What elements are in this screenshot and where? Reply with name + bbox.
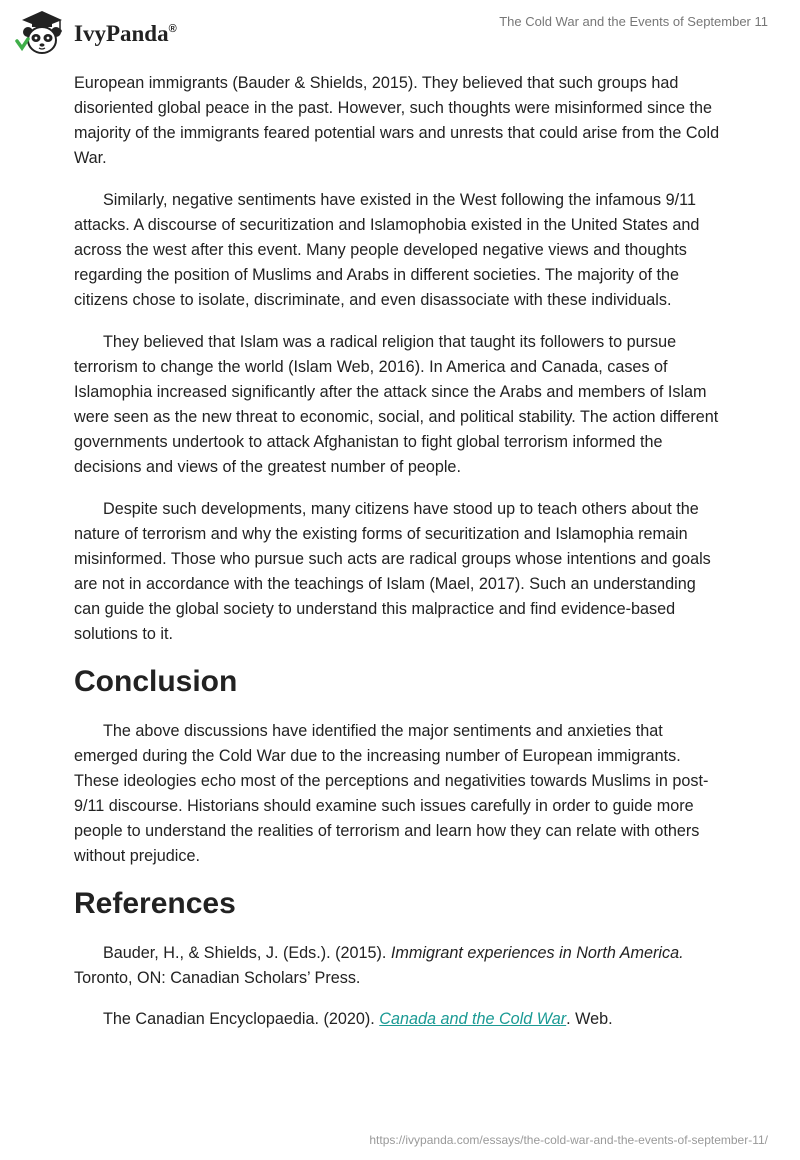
- brand-name: IvyPanda®: [74, 21, 177, 46]
- reference-entry: The Canadian Encyclopaedia. (2020). Canada and the Cold War. Web.: [103, 1010, 613, 1028]
- source-url: https://ivypanda.com/essays/the-cold-war-and-the-events-of-september-11/: [369, 1133, 768, 1147]
- essay-body: [74, 71, 724, 1048]
- paragraph: Similarly, negative sentiments have existed in the West following the infamous 9/11 attacks. A discourse of securitization and Islamophobia existed in the United States and across the west after this event. Many people developed negative views and thoughts regarding the position of Muslims and Arabs in different societies. The majority of the citizens chose to isolate, discriminate, and even disassociate with these individuals.: [74, 191, 700, 309]
- ivypanda-logo[interactable]: [14, 8, 177, 56]
- paragraph: They believed that Islam was a radical religion that taught its followers to pursue terrorism to change the world (Islam Web, 2016). In America and Canada, cases of Islamophia increased significantly after the attack since the Arabs and members of Islam were seen as the new threat to economic, social, and political stability. The action different governments undertook to attack Afghanistan to fight global terrorism informed the decisions and views of the greatest number of people.: [74, 333, 719, 476]
- conclusion-heading: Conclusion: [74, 665, 238, 698]
- page-header: [0, 0, 800, 64]
- conclusion-paragraph: The above discussions have identified the major sentiments and anxieties that emerged during the Cold War due to the increasing number of European immigrants. These ideologies echo most of the perceptions and negativities towards Muslims in post-9/11 discourse. Historians should examine such issues carefully in order to guide more people to understand the realities of terrorism and learn how they can relate with others without prejudice.: [74, 722, 709, 865]
- paragraph: European immigrants (Bauder & Shields, 2015). They believed that such groups had disoriented global peace in the past. However, such thoughts were misinformed since the majority of the immigrants feared potential wars and unrests that could arise from the Cold War.: [74, 74, 720, 167]
- references-heading: References: [74, 887, 236, 920]
- document-title: The Cold War and the Events of September 11: [499, 14, 768, 29]
- reference-entry: Bauder, H., & Shields, J. (Eds.). (2015). Immigrant experiences in North America. Toronto, ON: Canadian Scholars’ Press.: [74, 944, 684, 987]
- panda-graduate-icon: [14, 8, 70, 56]
- reference-link[interactable]: Canada and the Cold War: [379, 1010, 567, 1028]
- paragraph: Despite such developments, many citizens have stood up to teach others about the nature of terrorism and why the existing forms of securitization and Islamophia remain misinformed. Those who pursue such acts are radical groups whose intentions and goals are not in accordance with the teachings of Islam (Mael, 2017). Such an understanding can guide the global society to understand this malpractice and find evidence-based solutions to it.: [74, 500, 711, 643]
